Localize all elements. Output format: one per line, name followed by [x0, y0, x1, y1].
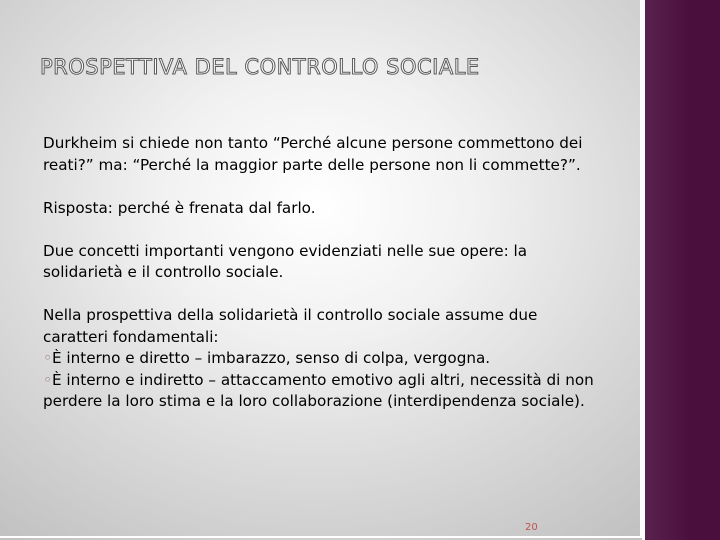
- slide-body: [43, 133, 603, 413]
- bullet-item: È interno e diretto – imbarazzo, senso di colpa, vergogna.: [51, 349, 491, 367]
- paragraph-two-concepts: Due concetti importanti vengono evidenziati nelle sue opere: la solidarietà e il controllo sociale.: [43, 241, 528, 281]
- bullet-marker-icon: ◦: [43, 370, 52, 389]
- page-number: 20: [525, 522, 538, 533]
- paragraph-answer: Risposta: perché è frenata dal farlo.: [43, 198, 316, 217]
- paragraph-solidarity-text: Nella prospettiva della solidarietà il controllo sociale assume due caratteri fondamentali:: [43, 306, 538, 346]
- paragraph-durkheim-question: Durkheim si chiede non tanto “Perché alcune persone commettono dei reati?” ma: “Perché la maggior parte delle persone non li commette?”.: [43, 134, 583, 174]
- accent-sidebar: [642, 0, 720, 540]
- bullet-marker-icon: ◦: [43, 349, 52, 367]
- slide-title: PROSPETTIVA DEL CONTROLLO SOCIALE: [40, 55, 480, 79]
- bullet-item: È interno e indiretto – attaccamento emotivo agli altri, necessità di non perdere la loro stima e la loro collaborazione (interdipendenza sociale).: [43, 370, 594, 410]
- paragraph-solidarity: [43, 305, 603, 413]
